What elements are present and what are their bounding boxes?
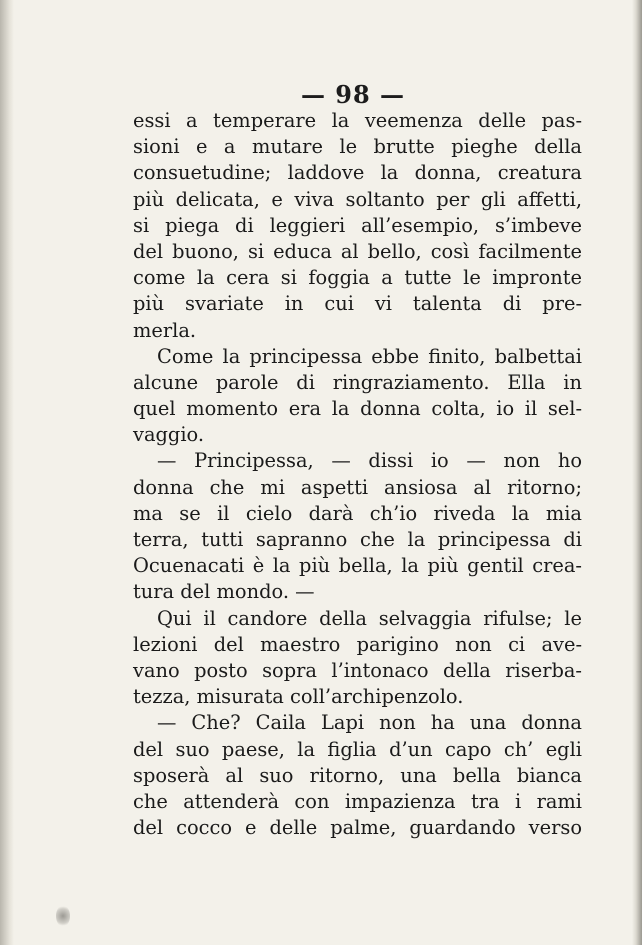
text-line: alcune parole di ringraziamento. Ella in: [133, 370, 582, 394]
ink-smudge: [56, 905, 70, 927]
text-line: Come la principessa ebbe finito, balbettai: [157, 344, 582, 368]
text-line: del buono, si educa al bello, così facilmente: [133, 239, 582, 263]
text-line: — Principessa, — dissi io — non ho: [157, 449, 582, 473]
text-line: sioni e a mutare le brutte pieghe della: [133, 135, 582, 159]
text-line: quel momento era la donna colta, io il sel-: [133, 397, 582, 421]
text-line: vano posto sopra l’intonaco della riserba-: [133, 658, 582, 682]
text-line: terra, tutti sapranno che la principessa di: [133, 528, 582, 551]
text-line: essi a temperare la veemenza delle pas-: [133, 109, 582, 132]
text-line: del cocco e delle palme, guardando verso: [133, 816, 582, 840]
text-line: che attenderà con impazienza tra i rami: [133, 789, 582, 813]
text-line: tura del mondo. —: [133, 580, 315, 604]
text-line: donna che mi aspetti ansiosa al ritorno;: [133, 475, 582, 499]
text-line: consuetudine; laddove la donna, creatura: [133, 161, 582, 185]
page-edge-shadow: [632, 0, 642, 945]
text-line: Qui il candore della selvaggia rifulse; le: [157, 606, 582, 630]
text-line: si piega di leggieri all’esempio, s’imbeve: [133, 213, 582, 237]
body-text: [133, 108, 582, 841]
text-line: lezioni del maestro parigino non ci ave-: [133, 632, 582, 656]
text-line: sposerà al suo ritorno, una bella bianca: [133, 763, 582, 787]
text-line: del suo paese, la figlia d’un capo ch’ egli: [133, 737, 582, 761]
text-line: come la cera si foggia a tutte le impronte: [133, 266, 582, 290]
text-line: vaggio.: [133, 423, 205, 447]
page-number: — 98 —: [300, 80, 406, 109]
text-line: ma se il cielo darà ch’io riveda la mia: [133, 501, 582, 525]
text-line: — Che? Caila Lapi non ha una donna: [157, 711, 582, 735]
page-binding-shadow: [0, 0, 14, 945]
text-line: più delicata, e viva soltanto per gli affetti,: [133, 187, 582, 211]
text-line: merla.: [133, 318, 197, 342]
text-line: Ocuenacati è la più bella, la più gentil crea-: [133, 554, 582, 578]
text-line: tezza, misurata coll’archipenzolo.: [133, 685, 464, 709]
text-line: più svariate in cui vi talenta di pre-: [133, 292, 582, 316]
